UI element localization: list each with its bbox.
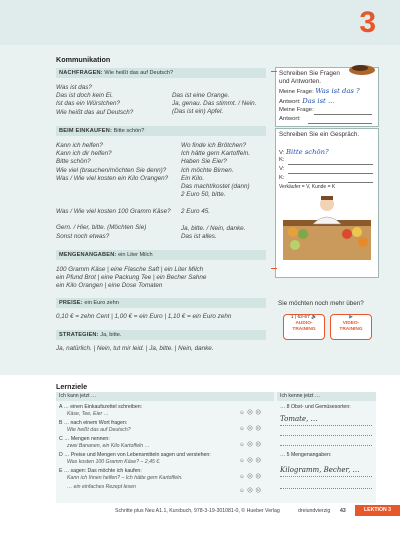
bar-label: NACHFRAGEN: — [59, 70, 103, 76]
footer-page-number: 43 — [340, 508, 346, 514]
bar-preise — [56, 298, 266, 308]
einkaufen-left: Kann ich helfen? Kann ich dir helfen? Bitte schön? Wie viel (brauchen/möchten Sie denn)? Was / Wie viel kosten ein Kilo Orangen? — [56, 142, 169, 182]
self-assessment-icon[interactable]: ☺ ☹ ☹ — [239, 458, 262, 464]
lernziel-row-c: C … Mengen nennen: zwei Bananen, ein Kilo Kartoffeln … — [59, 436, 150, 449]
bar-label: BEIM EINKAUFEN: — [59, 128, 113, 134]
self-assessment-icon[interactable]: ☺ ☹ ☹ — [239, 474, 262, 480]
self-assessment-icon[interactable]: ☺ ☹ ☹ — [239, 426, 262, 432]
mehr-ueben-title: Sie möchten noch mehr üben? — [278, 300, 364, 307]
bar-question: ein Liter Milch — [118, 252, 153, 258]
video-training-button[interactable] — [330, 314, 372, 340]
audio-label: AUDIO- TRAINING — [292, 321, 316, 332]
dialog-v1-value: Bitte schön? — [286, 148, 329, 156]
dialog-k1-label: K: — [279, 157, 285, 163]
bar-mengenangaben — [56, 250, 266, 260]
video-label: VIDEO- TRAINING — [339, 321, 363, 332]
antwort1-label: Antwort: — [279, 99, 301, 105]
antwort1-value: Das ist ... — [302, 97, 335, 105]
mengen-text: 100 Gramm Käse | eine Flasche Saft | ein Liter Milch ein Pfund Brot | eine Packung Tee | ein Becher Sahne ein Kilo Orangen | eine Dose Tomaten — [56, 266, 207, 290]
kenne-line[interactable] — [280, 488, 372, 489]
frage1-label: Meine Frage: — [279, 89, 314, 95]
lektion-tab: LEKTION 3 — [355, 505, 400, 516]
lernziel-row-b: B … nach einem Wort fragen: Wie heißt das auf Deutsch? — [59, 420, 131, 433]
kenne-line[interactable] — [280, 435, 372, 436]
frage2-label: Meine Frage: — [279, 107, 314, 113]
preise-text: 0,10 € = zehn Cent | 1,00 € = ein Euro | 1,10 € = ein Euro zehn — [56, 313, 232, 320]
audio-training-button[interactable] — [283, 314, 325, 340]
video-icon: ▶ — [349, 315, 353, 320]
audio-code: 1 | 63-67 — [290, 315, 310, 320]
fragen-box — [275, 67, 379, 127]
top-band — [0, 0, 400, 45]
frage1-value: Was ist das ? — [315, 87, 360, 95]
kenne-item-1: … 8 Obst- und Gemüsesorten: — [280, 404, 351, 410]
dialog-k2-line[interactable] — [288, 182, 373, 183]
bar-question: Wie heißt das auf Deutsch? — [104, 70, 174, 76]
margin-mark — [271, 268, 277, 269]
speaker-icon: 🔊 — [311, 315, 318, 320]
kenne-line[interactable] — [280, 445, 372, 446]
einkaufen-right-2: Ja, bitte. / Nein, danke. Das ist alles. — [181, 225, 246, 241]
section-title-kommunikation: Kommunikation — [56, 55, 111, 64]
bar-einkaufen — [56, 126, 266, 136]
lernziel-row-e: E … sagen: Das möchte ich kaufen: Kann ich Ihnen helfen? – Ich hätte gern Kartoffeln. — [59, 468, 183, 481]
nachfragen-right: Das ist eine Orange. Ja, genau. Das stimmt. / Nein. (Das ist ein) Apfel. — [172, 92, 257, 116]
dialog-v2-line[interactable] — [288, 173, 373, 174]
margin-mark — [271, 71, 277, 72]
col-right-header: Ich kenne jetzt … — [280, 393, 321, 399]
lernziele-table — [56, 392, 376, 503]
antwort2-label: Antwort: — [279, 116, 301, 122]
bar-nachfragen — [56, 68, 266, 78]
bar-label: STRATEGIEN: — [59, 332, 99, 338]
lernziele-title: Lernziele — [56, 382, 88, 391]
gespraech-box-title: Schreiben Sie ein Gespräch. — [279, 131, 360, 138]
einkaufen-price: 2 Euro 45. — [181, 208, 211, 215]
footer-page-word: dreiundvierzig — [298, 508, 331, 514]
kenne-line[interactable] — [280, 476, 372, 477]
bar-question: ein Euro zehn — [84, 300, 119, 306]
bar-strategien — [56, 330, 266, 340]
fragen-box-title: Schreiben Sie Fragen und Antworten. — [279, 70, 340, 85]
kenne-line[interactable] — [280, 425, 372, 426]
market-stall-illustration-icon — [283, 190, 371, 260]
einkaufen-right: Wo finde ich Brötchen? Ich hätte gern Kartoffeln. Haben Sie Eier? Ich möchte Birnen. Ein Kilo. Das macht/kostet (dann) 2 Euro 50, bitte. — [181, 142, 250, 199]
col-left-header: Ich kann jetzt … — [59, 393, 97, 399]
self-assessment-icon[interactable]: ☺ ☹ ☹ — [239, 442, 262, 448]
footer-source: Schritte plus Neu A1.1, Kursbuch, 978-3-19-301081-0, © Hueber Verlag — [115, 508, 280, 514]
self-assessment-icon[interactable]: ☺ ☹ ☹ — [239, 488, 262, 494]
bar-question: Ja, bitte. — [100, 332, 122, 338]
lernziel-row-d: D … Preise und Mengen von Lebensmitteln sagen und verstehen: Was kosten 100 Gramm Käse? – 2,45 €. — [59, 452, 211, 465]
einkaufen-left-2: Was / Wie viel kosten 100 Gramm Käse? Gern. / Hier, bitte. (Möchten Sie) Sonst noch etwas? — [56, 208, 171, 240]
bar-label: MENGENANGABEN: — [59, 252, 117, 258]
self-assessment-icon[interactable]: ☺ ☹ ☹ — [239, 410, 262, 416]
food-illustration-icon — [348, 62, 376, 76]
lernziel-row-f: … ein einfaches Rezept lesen — [67, 484, 136, 490]
antwort2-line[interactable] — [308, 123, 372, 124]
bar-question: Bitte schön? — [113, 128, 145, 134]
nachfragen-left: Was ist das? Das ist doch kein Ei. Ist das ein Würstchen? Wie heißt das auf Deutsch? — [56, 84, 134, 116]
dialog-v2-label: V: — [279, 166, 285, 172]
dialog-k2-label: K: — [279, 175, 285, 181]
dialog-legend: Verkäufer = V, Kunde = K — [279, 184, 336, 190]
kenne-value-1: Tomate, … — [280, 415, 318, 423]
strategien-text: Ja, natürlich. | Nein, tut mir leid. | Ja, bitte. | Nein, danke. — [56, 345, 214, 352]
kenne-item-2: … 5 Mengenangaben: — [280, 452, 332, 458]
bar-label: PREISE: — [59, 300, 83, 306]
lernziel-row-a: A … einen Einkaufszettel schreiben: Käse, Tee, Eier … — [59, 404, 143, 417]
chapter-number: 3 — [359, 6, 376, 39]
kenne-value-2: Kilogramm, Becher, … — [280, 466, 360, 474]
dialog-k1-line[interactable] — [288, 164, 373, 165]
frage2-line[interactable] — [314, 114, 372, 115]
dialog-v1-label: V: — [279, 150, 285, 156]
